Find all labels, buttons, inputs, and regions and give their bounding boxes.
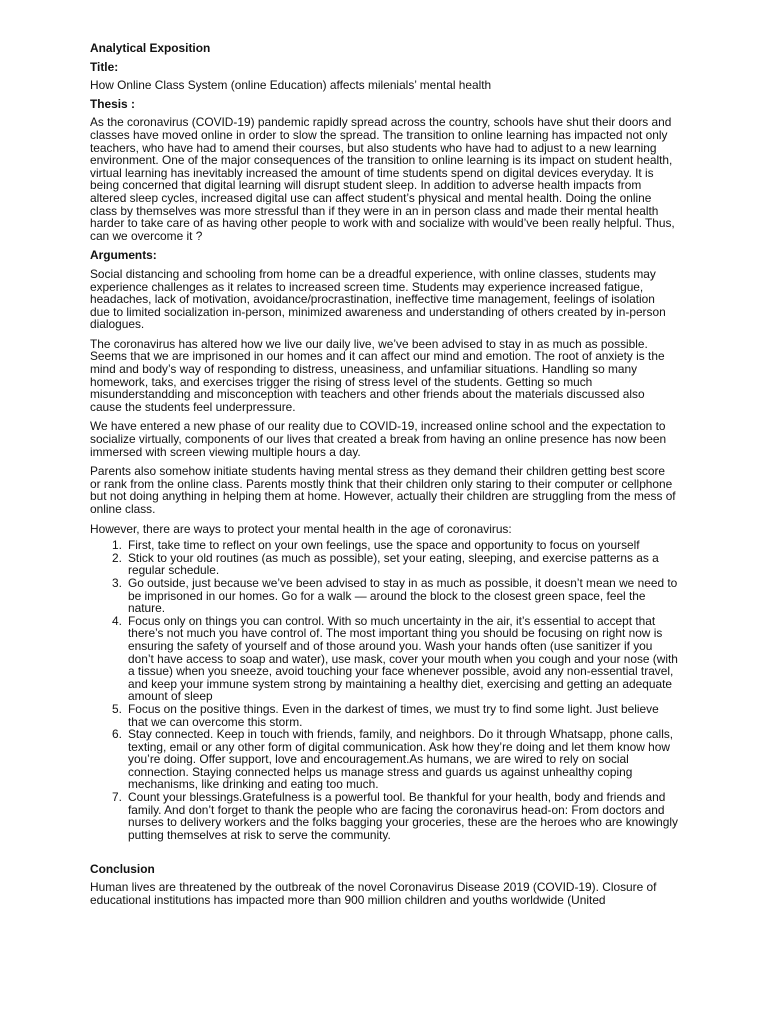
list-item — [90, 615, 678, 703]
argument-paragraph: Parents also somehow initiate students having mental stress as they demand their children getting best score or rank from the online class. Parents mostly think that their children only staring to their computer or cellphone but not doing anything in helping them at home. However, actually their children are struggling from the mess of online class. — [90, 464, 676, 516]
list-item-text: Count your blessings.Gratefulness is a powerful tool. Be thankful for your health, body and friends and family. And don’t forget to thank the people who are facing the coronavirus head-on: From doctors and nurses to delivery workers and the folks bagging your groceries, these are the heroes who are knowingly putting themselves at risk to serve the community. — [128, 790, 678, 842]
list-item-text: Focus only on things you can control. With so much uncertainty in the air, it’s essential to accept that there’s not much you have control of. The most important thing you should be focusing on right now is ensuring the safety of yourself and of those around you. Wash your hands often (use sanitizer if you don’t have access to soap and water), use mask, cover your mouth when you cough and your nose (with a tissue) when you sneeze, avoid touching your face whenever possible, avoid any non-essential travel, and keep your immune system strong by maintaining a healthy diet, exercising and getting an adequate amount of sleep — [128, 613, 678, 704]
list-item — [90, 577, 678, 615]
list-number: 2. — [112, 550, 122, 565]
list-item — [90, 791, 678, 841]
list-number: 5. — [112, 701, 122, 716]
title-label: Title: — [90, 59, 119, 74]
title-text: How Online Class System (online Education) affects milenials’ mental health — [90, 78, 492, 93]
list-number: 1. — [112, 538, 122, 553]
ways-list — [90, 539, 678, 841]
list-item-text: Focus on the positive things. Even in the darkest of times, we must try to find some light. Just believe that we can overcome this storm. — [128, 701, 659, 729]
thesis-label: Thesis : — [90, 96, 135, 111]
document-genre: Analytical Exposition — [90, 41, 211, 55]
list-item — [90, 703, 678, 728]
argument-paragraph: Social distancing and schooling from home can be a dreadful experience, with online classes, students may experience challenges as it relates to increased screen time. Students may experience increased fatigue, headaches, lack of motivation, avoidance/procrastination, ineffective time management, feelings of isolation due to limited socialization in-person, minimized awareness and understanding of others created by in-person dialogues. — [90, 266, 666, 332]
list-item — [90, 552, 678, 577]
argument-paragraph: The coronavirus has altered how we live our daily live, we’ve been advised to stay in as much as possible. Seems that we are imprisoned in our homes and it can affect our mind and emotion. The root of anxiety is the mind and body’s way of responding to distress, uneasiness, and unfamiliar situations. Handling so many homework, taks, and exercises trigger the rising of stress level of the students. Getting so much misunderstandding and misconception with teachers and other friends about the materials discussed also cause the students feel underpressure. — [90, 336, 665, 414]
list-item-text: Go outside, just because we’ve been advised to stay in as much as possible, it doesn’t mean we need to be imprisoned in our homes. Go for a walk — around the block to the closest green space, feel the nature. — [128, 575, 678, 616]
list-number: 7. — [112, 790, 122, 805]
arguments-label: Arguments: — [90, 248, 157, 263]
conclusion-paragraph: Human lives are threatened by the outbreak of the novel Coronavirus Disease 2019 (COVID-19). Closure of educational institutions has impacted more than 900 million children and youths worldwide (United — [90, 880, 657, 907]
argument-paragraph: We have entered a new phase of our reality due to COVID-19, increased online school and the expectation to socialize virtually, components of our lives that created a break from having an online presence has now been immersed with screen viewing multiple hours a day. — [90, 419, 667, 459]
list-item-text: Stay connected. Keep in touch with friends, family, and neighbors. Do it through Whatsapp, phone calls, texting, email or any other form of digital communication. Ask how they’re doing and let them know how you’re doing. Offer support, love and encouragement.As humans, we are wired to rely on social connection. Staying connected helps us manage stress and guards us against unhealthy coping mechanisms, like drinking and eating too much. — [128, 727, 674, 792]
conclusion-label: Conclusion — [90, 862, 155, 877]
list-number: 3. — [112, 575, 122, 590]
list-number: 6. — [112, 727, 122, 742]
list-item-text: Stick to your old routines (as much as possible), set your eating, sleeping, and exercise patterns as a regular schedule. — [128, 550, 659, 578]
thesis-paragraph: As the coronavirus (COVID-19) pandemic rapidly spread across the country, schools have shut their doors and classes have moved online in order to slow the spread. The transition to online learning has impacted not only teachers, who have had to amend their courses, but also students who have had to adjust to a new learning environment. One of the major consequences of the transition to online learning is its impact on student health, virtual learning has inevitably increased the amount of time students spend on digital devices everyday. It is being concerned that digital learning will disrupt student sleep. In addition to adverse health impacts from altered sleep cycles, increased digital use can affect student’s physical and mental health. Doing the online class by themselves was more stressful than if they were in an in person class and made their mental health harder to take care of as having other people to work with and socialize with would’ve been really helpful. Thus, can we overcome it ? — [90, 115, 675, 243]
ways-intro: However, there are ways to protect your mental health in the age of coronavirus: — [90, 521, 512, 536]
list-item-text: First, take time to reflect on your own feelings, use the space and opportunity to focus on yourself — [128, 538, 640, 553]
list-number: 4. — [112, 613, 122, 628]
list-item — [90, 728, 678, 791]
